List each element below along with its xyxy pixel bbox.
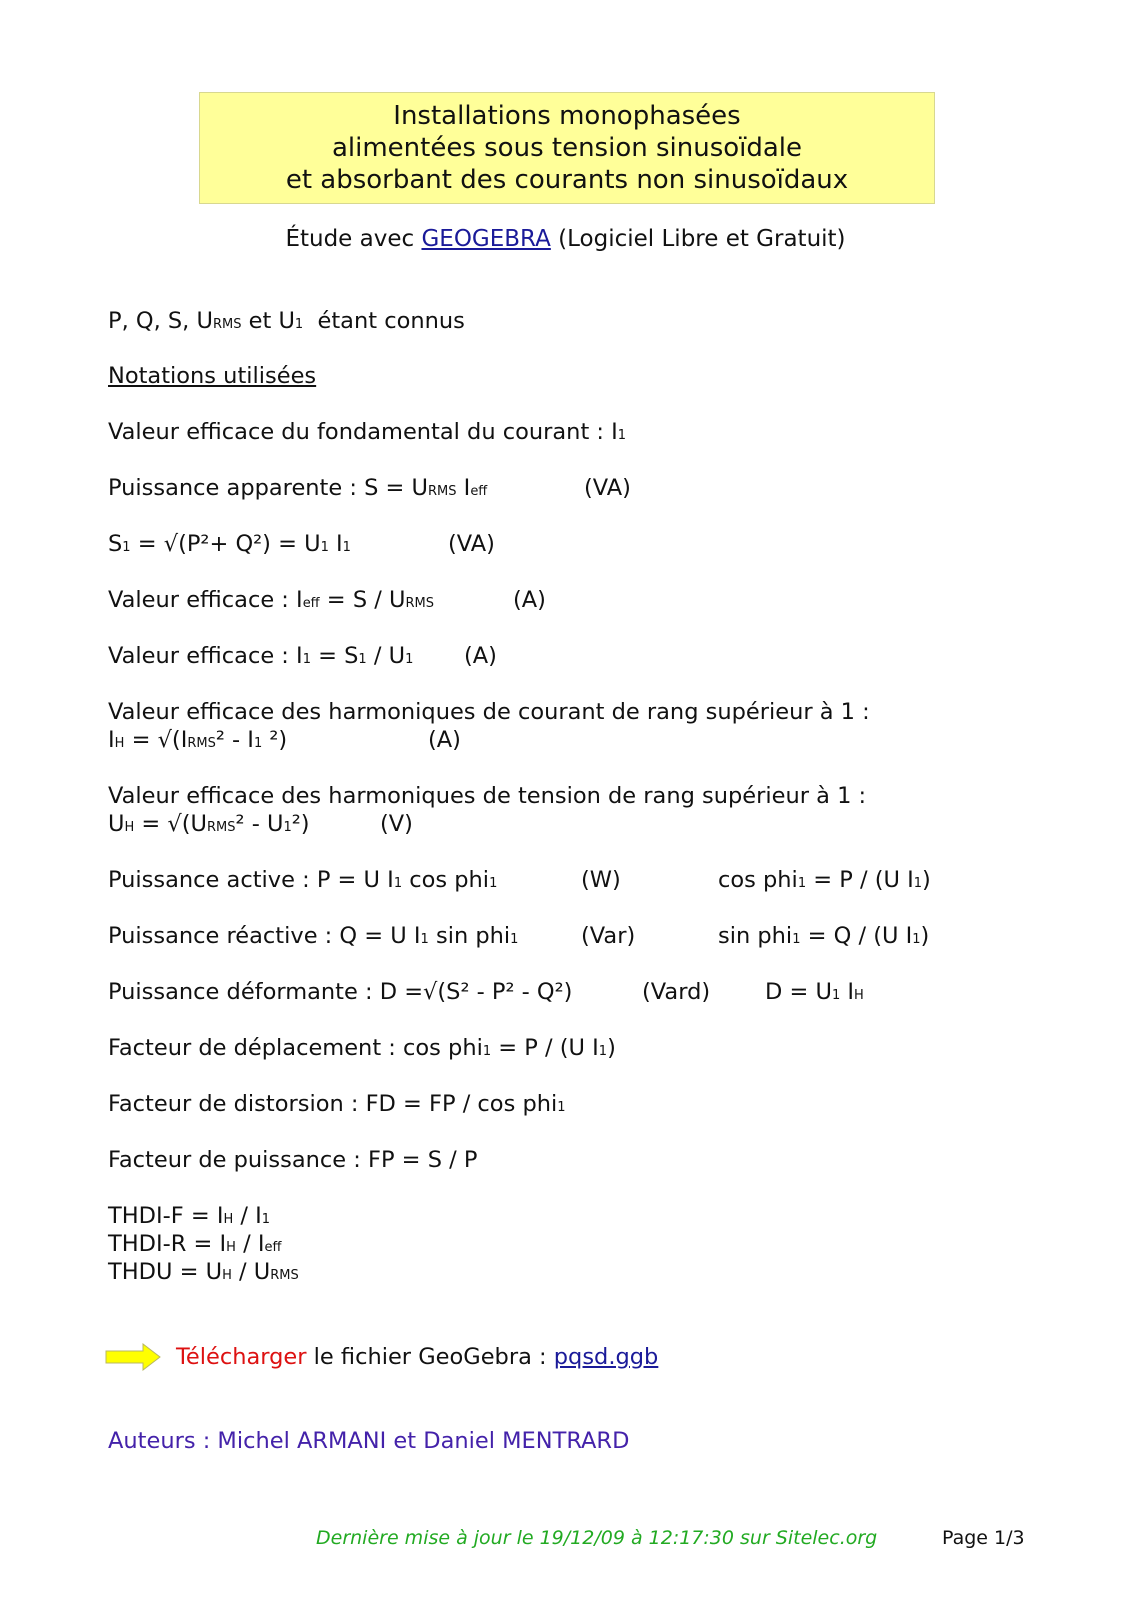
- f2-sub-eff: eff: [470, 484, 488, 499]
- arrow-right-icon: [105, 1343, 161, 1371]
- f3-b: = √(P²+ Q²) = U: [130, 531, 321, 557]
- download-text: le fichier GeoGebra :: [306, 1344, 554, 1370]
- f4-b: = S / U: [319, 587, 406, 613]
- f9-unit: (Var): [581, 923, 636, 949]
- f8-s1: 1: [393, 876, 403, 891]
- f15-s1: H: [226, 1240, 236, 1255]
- f6-s1: H: [114, 736, 125, 751]
- download-file-link[interactable]: pqsd.ggb: [553, 1344, 659, 1370]
- last-update: Dernière mise à jour le 19/12/09 à 12:17:30 sur Sitelec.org: [316, 1527, 878, 1549]
- f2-a: Puissance apparente : S = U: [108, 475, 428, 501]
- f8-r-s2: 1: [913, 876, 923, 891]
- f9-r-a: sin phi: [718, 923, 793, 949]
- f6-d: ²): [262, 727, 288, 753]
- known-text: P, Q, S, U: [108, 308, 213, 334]
- f8-unit: (W): [581, 867, 621, 893]
- f10-r-a: D = U: [765, 979, 832, 1005]
- f7-s3: 1: [283, 820, 292, 835]
- geogebra-link[interactable]: GEOGEBRA: [421, 226, 551, 252]
- f10-r-s1: 1: [831, 988, 841, 1003]
- f8-s2: 1: [489, 876, 498, 891]
- authors: Auteurs : Michel ARMANI et Daniel MENTRARD: [108, 1428, 630, 1454]
- f9-b: sin phi: [428, 923, 511, 949]
- known-values-line: [108, 307, 465, 339]
- f8-b: cos phi: [402, 867, 490, 893]
- f10-unit: (Vard): [642, 979, 711, 1005]
- f9-s2: 1: [510, 932, 519, 947]
- subtitle-prefix: Étude avec: [285, 226, 415, 252]
- f4-a: Valeur efficace : I: [108, 587, 303, 613]
- f6-s3: 1: [253, 736, 263, 751]
- f2-sub-rms: RMS: [428, 484, 457, 499]
- formula-i1-text: Valeur efficace du fondamental du courant : I: [108, 419, 618, 445]
- formula-ih: [108, 726, 1008, 758]
- formula-thdu: [108, 1258, 299, 1290]
- f9-r-s1: 1: [792, 932, 801, 947]
- f10-r-b: I: [840, 979, 855, 1005]
- f14-a: THDI-F = I: [108, 1203, 224, 1229]
- f8-r-a: cos phi: [718, 867, 798, 893]
- f11-b: = P / (U I: [491, 1035, 599, 1061]
- formula-distortion-factor: [108, 1090, 566, 1122]
- known-sub-1: 1: [294, 317, 304, 332]
- f16-b: / U: [231, 1259, 271, 1285]
- f6-s2: RMS: [187, 736, 216, 751]
- f15-s2: eff: [264, 1240, 282, 1255]
- f8-r-b: = P / (U I: [806, 867, 914, 893]
- f7-a: U: [108, 811, 125, 837]
- formula-uh: [108, 810, 1008, 842]
- f5-c: / U: [366, 643, 406, 669]
- f9-r-s2: 1: [912, 932, 921, 947]
- subtitle-suffix: (Logiciel Libre et Gratuit): [558, 226, 846, 252]
- f16-s2: RMS: [270, 1268, 299, 1283]
- title-line-3: et absorbant des courants non sinusoïdaux: [285, 165, 849, 195]
- formula-displacement-factor: [108, 1034, 616, 1066]
- f7-unit: (V): [380, 811, 413, 837]
- f9-a: Puissance réactive : Q = U I: [108, 923, 421, 949]
- formula-power-factor: Facteur de puissance : FP = S / P: [108, 1147, 478, 1173]
- f8-r-s1: 1: [797, 876, 807, 891]
- f7-b: = √(U: [134, 811, 207, 837]
- f7-c: ² - U: [235, 811, 284, 837]
- f6-b: = √(I: [124, 727, 188, 753]
- f2-b: I: [456, 475, 471, 501]
- f6-c: ² - I: [215, 727, 254, 753]
- known-sub-rms: RMS: [212, 317, 242, 332]
- known-et: et U: [248, 308, 295, 334]
- formula-ieff: [108, 586, 1008, 618]
- f8-right: [718, 866, 931, 898]
- title-line-2: alimentées sous tension sinusoïdale: [331, 133, 803, 163]
- f12-s1: 1: [557, 1100, 566, 1115]
- f11-s1: 1: [482, 1044, 492, 1059]
- f4-s2: RMS: [405, 596, 434, 611]
- f5-s2: 1: [358, 652, 367, 667]
- f16-a: THDU = U: [108, 1259, 223, 1285]
- f16-s1: H: [222, 1268, 232, 1283]
- title-box: [199, 92, 935, 204]
- f12-a: Facteur de distorsion : FD = FP / cos phi: [108, 1091, 558, 1117]
- f9-s1: 1: [420, 932, 429, 947]
- f10-a: Puissance déformante : D =√(S² - P² - Q²): [108, 979, 573, 1005]
- f3-s1: 1: [122, 540, 131, 555]
- f8-r-c: ): [922, 867, 931, 893]
- f11-a: Facteur de déplacement : cos phi: [108, 1035, 483, 1061]
- formula-i1: [108, 418, 626, 450]
- f3-unit: (VA): [448, 531, 495, 557]
- f8-a: Puissance active : P = U I: [108, 867, 394, 893]
- f9-r-c: ): [920, 923, 930, 949]
- f4-s1: eff: [302, 596, 320, 611]
- f11-s2: 1: [598, 1044, 608, 1059]
- f4-unit: (A): [513, 587, 546, 613]
- f15-a: THDI-R = I: [108, 1231, 227, 1257]
- download-action: Télécharger: [176, 1344, 307, 1370]
- f5-s3: 1: [405, 652, 414, 667]
- f14-s1: H: [223, 1212, 234, 1227]
- f9-r-b: = Q / (U I: [800, 923, 913, 949]
- f3-a: S: [108, 531, 123, 557]
- f15-b: / I: [235, 1231, 265, 1257]
- f5-b: = S: [310, 643, 359, 669]
- f3-s2: 1: [320, 540, 329, 555]
- subtitle: [0, 224, 1131, 254]
- page-number: Page 1/3: [942, 1527, 1025, 1549]
- f6-unit: (A): [428, 727, 461, 753]
- formula-i1-value: [108, 642, 1008, 674]
- f7-d: ²): [291, 811, 310, 837]
- f3-c: I: [328, 531, 343, 557]
- current-harmonics-heading: Valeur efficace des harmoniques de courant de rang supérieur à 1 :: [108, 699, 870, 725]
- formula-distortion-power: [108, 978, 1068, 1006]
- f11-c: ): [607, 1035, 616, 1061]
- f5-a: Valeur efficace : I: [108, 643, 303, 669]
- f3-s3: 1: [342, 540, 351, 555]
- formula-s1: [108, 530, 1008, 562]
- f10-right: [765, 978, 864, 1010]
- formula-active-power: [108, 866, 1068, 898]
- f7-s1: H: [124, 820, 135, 835]
- f10-r-s2: H: [854, 988, 864, 1003]
- title-line-1: Installations monophasées: [393, 101, 741, 131]
- formula-i1-sub: 1: [617, 428, 627, 443]
- f5-s1: 1: [302, 652, 311, 667]
- f14-b: / I: [233, 1203, 262, 1229]
- notations-heading: Notations utilisées: [108, 363, 317, 389]
- f7-s2: RMS: [207, 820, 236, 835]
- formula-reactive-power: [108, 922, 1068, 954]
- f14-s2: 1: [261, 1212, 271, 1227]
- download-line: [176, 1343, 658, 1371]
- formula-apparent-power: [108, 474, 1008, 506]
- known-end: étant connus: [317, 308, 465, 334]
- voltage-harmonics-heading: Valeur efficace des harmoniques de tension de rang supérieur à 1 :: [108, 783, 867, 809]
- f9-right: [718, 922, 929, 954]
- f6-a: I: [108, 727, 115, 753]
- f2-unit: (VA): [584, 475, 631, 501]
- f5-unit: (A): [464, 643, 497, 669]
